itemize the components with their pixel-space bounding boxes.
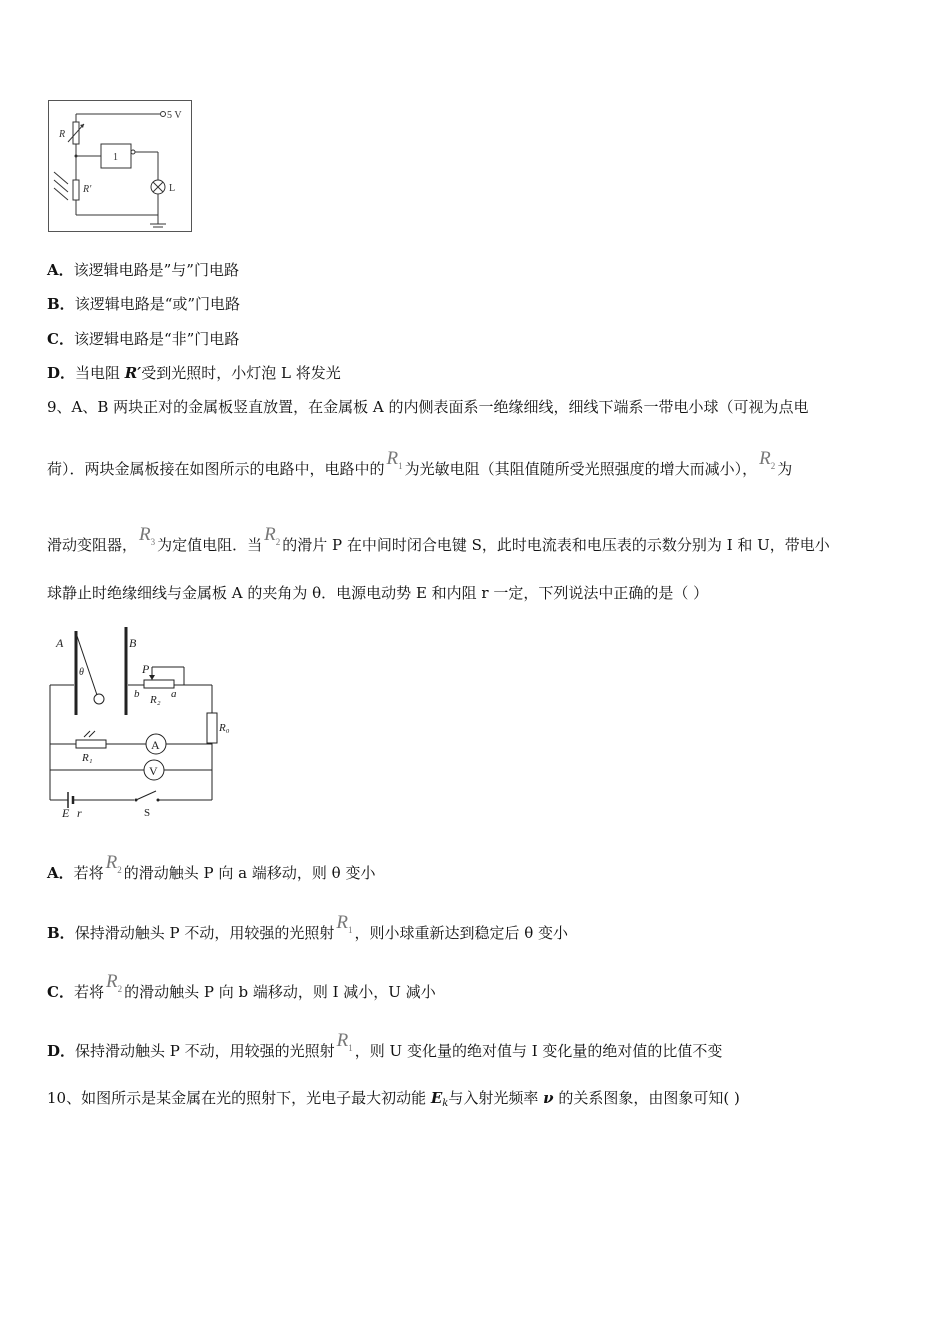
r1-label: R₁ [82, 752, 93, 764]
q8-option-c-label: C． [47, 330, 74, 348]
switch-icon [136, 791, 156, 800]
supply-label: 5 V [167, 110, 182, 121]
r1-symbol: $R_1$ [336, 1030, 353, 1053]
charged-ball [94, 694, 104, 704]
q9-line4-text: 球静止时绝缘细线与金属板 A 的夹角为 θ．电源电动势 E 和内阻 r 一定，下列说法中正确的是（ ） [47, 584, 709, 602]
resistor-r-prime-label: R' [83, 184, 92, 195]
end-a-label: a [171, 688, 177, 700]
q9-option-d [47, 1030, 723, 1068]
q9-option-b-pre: 保持滑动触头 P 不动，用较强的光照射 [74, 924, 335, 942]
q9-option-a-post: 的滑动触头 P 向 a 端移动，则 θ 变小 [123, 864, 376, 882]
q9-stem-line3 [47, 524, 830, 562]
switch-label: S [144, 807, 151, 819]
r2-label: R₂ [150, 694, 161, 706]
q8-option-d-pre: 当电阻 [75, 364, 125, 382]
q8-option-b-text: 该逻辑电路是“或”门电路 [74, 295, 241, 313]
resistor-r0 [207, 713, 217, 743]
r2-symbol: $R_2$ [264, 524, 281, 547]
q10-ek-k: k [442, 1098, 449, 1109]
q9-option-d-label: D． [47, 1042, 76, 1060]
ammeter-label: A [151, 738, 160, 752]
end-b-label: b [134, 688, 140, 700]
q9-option-d-pre: 保持滑动触头 P 不动，用较强的光照射 [75, 1042, 335, 1060]
q8-option-d-label: D． [47, 364, 76, 382]
q9-line1-text: 9、A、B 两块正对的金属板竖直放置，在金属板 A 的内侧表面系一绝缘细线，细线下端系一带电小球（可视为点电 [47, 398, 809, 416]
q8-option-d-post: 受到光照时，小灯泡 L 将发光 [141, 364, 341, 382]
q10-pre: 10、如图所示是某金属在光的照射下，光电子最大初动能 [47, 1089, 431, 1107]
q9-option-a-label: A． [47, 864, 74, 882]
q10-stem [47, 1088, 740, 1114]
q9-option-b [47, 912, 569, 950]
not-gate-label: 1 [113, 152, 118, 163]
q9-stem-line2 [47, 448, 793, 486]
q10-ek-e: E [430, 1089, 443, 1107]
q9-line2-c: 为 [777, 460, 793, 478]
q9-line3-a: 滑动变阻器， [47, 536, 138, 554]
r1-symbol: $R_1$ [386, 448, 403, 471]
resistor-r-label: R [59, 129, 66, 140]
q9-option-c-pre: 若将 [73, 983, 104, 1001]
r2-symbol: $R_2$ [105, 852, 122, 875]
plate-b-label: B [129, 636, 137, 650]
q8-option-d [47, 363, 341, 383]
q9-option-b-label: B． [47, 924, 75, 942]
q9-option-c-label: C． [47, 983, 74, 1001]
q8-option-c-text: 该逻辑电路是“非”门电路 [73, 330, 240, 348]
q8-option-a [47, 260, 239, 280]
theta-label: θ [79, 667, 84, 678]
q10-nu: ν [543, 1089, 554, 1107]
q8-option-d-var: R′ [124, 364, 142, 382]
supply-terminal [161, 112, 166, 117]
q10-post: 的关系图象，由图象可知( ) [553, 1089, 740, 1107]
q9-line2-b: 为光敏电阻（其阻值随所受光照强度的增大而减小）， [404, 460, 758, 478]
q8-option-c [47, 329, 239, 349]
plates-circuit-figure [44, 625, 244, 820]
q9-option-d-post: ，则 U 变化量的绝对值与 I 变化量的绝对值的比值不变 [354, 1042, 723, 1060]
logic-circuit-figure [48, 100, 193, 233]
r2-symbol: $R_2$ [105, 971, 123, 994]
r2-symbol: $R_2$ [759, 448, 776, 471]
q9-option-b-post: ，则小球重新达到稳定后 θ 变小 [354, 924, 569, 942]
q8-option-b [47, 294, 240, 314]
emf-label: E [62, 806, 70, 820]
plate-a-label: A [56, 636, 64, 650]
q8-option-b-label: B． [47, 295, 75, 313]
q9-line3-b: 为定值电阻．当 [157, 536, 263, 554]
q9-stem-line4 [47, 583, 708, 603]
r1-symbol: $R_1$ [336, 912, 353, 935]
q9-line3-c: 的滑片 P 在中间时闭合电键 S，此时电流表和电压表的示数分别为 I 和 U，带电小 [282, 536, 830, 554]
q9-line2-a: 荷）．两块金属板接在如图所示的电路中，电路中的 [47, 460, 385, 478]
q9-option-c [47, 971, 436, 1009]
q8-option-a-label: A． [47, 261, 74, 279]
lamp-label: L [169, 183, 176, 194]
r0-label: R₀ [219, 722, 230, 734]
voltmeter-label: V [149, 764, 158, 778]
q9-option-c-post: 的滑动触头 P 向 b 端移动，则 I 减小，U 减小 [124, 983, 436, 1001]
q9-option-a-pre: 若将 [73, 864, 104, 882]
resistor-r2 [144, 680, 174, 688]
q10-mid: 与入射光频率 [448, 1089, 544, 1107]
internal-r-label: r [77, 806, 82, 820]
q8-option-a-text: 该逻辑电路是”与”门电路 [73, 261, 239, 279]
resistor-r1 [76, 740, 106, 748]
q9-stem-line1 [47, 397, 809, 417]
resistor-r-prime [73, 180, 79, 200]
slider-p-label: P [142, 662, 150, 676]
q9-option-a [47, 852, 376, 890]
r3-symbol: $R_3$ [139, 524, 156, 547]
